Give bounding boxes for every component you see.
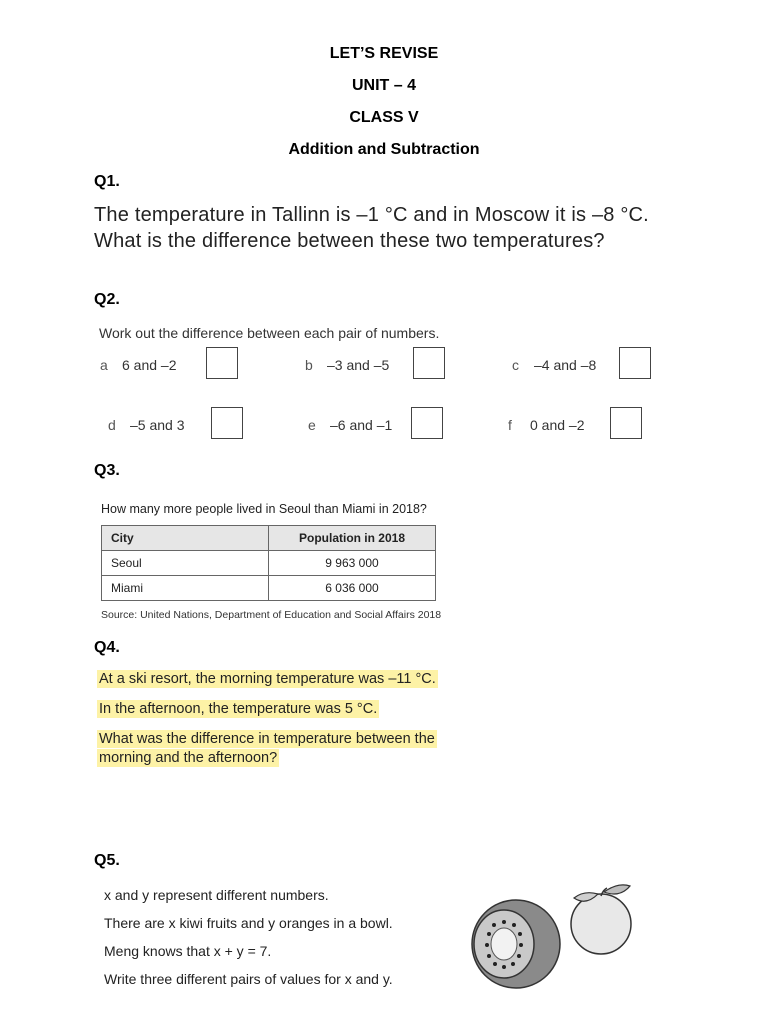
- table-cell-city: Miami: [102, 576, 269, 601]
- table-header-city: City: [102, 526, 269, 551]
- table-header-row: [102, 526, 436, 551]
- q4-highlight-text: What was the difference in temperature between the: [99, 731, 435, 747]
- q2-answer-box-e[interactable]: [411, 407, 443, 439]
- q2-answer-box-a[interactable]: [206, 347, 238, 379]
- q2-label: Q2.: [94, 291, 120, 308]
- q1-label: Q1.: [94, 173, 120, 190]
- q2-pair-text: –5 and 3: [130, 417, 185, 433]
- q5-line-3: Meng knows that x + y = 7.: [104, 943, 272, 959]
- q4-line-4: [97, 749, 279, 767]
- q2-pair-letter: c: [512, 357, 519, 373]
- table-row: [102, 551, 436, 576]
- q2-instruction: Work out the difference between each pair of numbers.: [99, 325, 440, 341]
- q2-pair-f: [508, 417, 585, 433]
- q4-highlight-text: morning and the afternoon?: [99, 750, 278, 766]
- table-cell-population: 6 036 000: [269, 576, 436, 601]
- q2-pair-letter: a: [100, 357, 108, 373]
- q2-answer-box-b[interactable]: [413, 347, 445, 379]
- q2-answer-box-c[interactable]: [619, 347, 651, 379]
- kiwi-icon: [472, 900, 560, 988]
- fruit-illustration: [464, 882, 644, 998]
- q4-line-1: [97, 670, 438, 688]
- table-row: [102, 576, 436, 601]
- q3-source: Source: United Nations, Department of Education and Social Affairs 2018: [101, 609, 442, 621]
- q4-label: Q4.: [94, 639, 120, 656]
- q2-pair-letter: d: [108, 417, 116, 433]
- q2-answer-box-f[interactable]: [610, 407, 642, 439]
- q5-line-1: x and y represent different numbers.: [104, 887, 329, 903]
- q2-answer-box-d[interactable]: [211, 407, 243, 439]
- q4-line-2: [97, 700, 379, 718]
- q3-label: Q3.: [94, 462, 120, 479]
- q2-pair-text: 0 and –2: [530, 417, 585, 433]
- q5-line-2: There are x kiwi fruits and y oranges in a bowl.: [104, 915, 393, 931]
- q5-label: Q5.: [94, 852, 120, 869]
- population-table: [101, 525, 436, 601]
- q2-pair-e: [308, 417, 392, 433]
- q3-question: How many more people lived in Seoul than Miami in 2018?: [101, 502, 427, 516]
- table-header-population: Population in 2018: [269, 526, 436, 551]
- q2-pair-text: –6 and –1: [330, 417, 393, 433]
- title-topic: Addition and Subtraction: [288, 141, 480, 158]
- q2-pair-a: [100, 357, 177, 373]
- title-class: CLASS V: [349, 109, 419, 126]
- orange-icon: [571, 885, 631, 954]
- q2-pair-text: –3 and –5: [327, 357, 390, 373]
- table-cell-city: Seoul: [102, 551, 269, 576]
- table-cell-population: 9 963 000: [269, 551, 436, 576]
- q2-pair-text: –4 and –8: [534, 357, 597, 373]
- q2-pair-d: [108, 417, 185, 433]
- q2-pair-c: [512, 357, 596, 373]
- q4-line-3: [97, 730, 437, 748]
- q2-pair-text: 6 and –2: [122, 357, 177, 373]
- q2-pair-letter: b: [305, 357, 313, 373]
- q1-text: The temperature in Tallinn is –1 °C and in Moscow it is –8 °C. What is the difference between these two temperatures?: [94, 204, 649, 252]
- q5-line-4: Write three different pairs of values for x and y.: [104, 971, 393, 987]
- q2-pair-b: [305, 357, 389, 373]
- q4-highlight-text: At a ski resort, the morning temperature was –11 °C.: [99, 671, 436, 687]
- q2-pair-letter: f: [508, 417, 512, 433]
- title-lets-revise: LET’S REVISE: [329, 45, 439, 62]
- q2-pair-letter: e: [308, 417, 316, 433]
- q4-highlight-text: In the afternoon, the temperature was 5 °C.: [99, 701, 378, 717]
- title-unit: UNIT – 4: [351, 77, 416, 94]
